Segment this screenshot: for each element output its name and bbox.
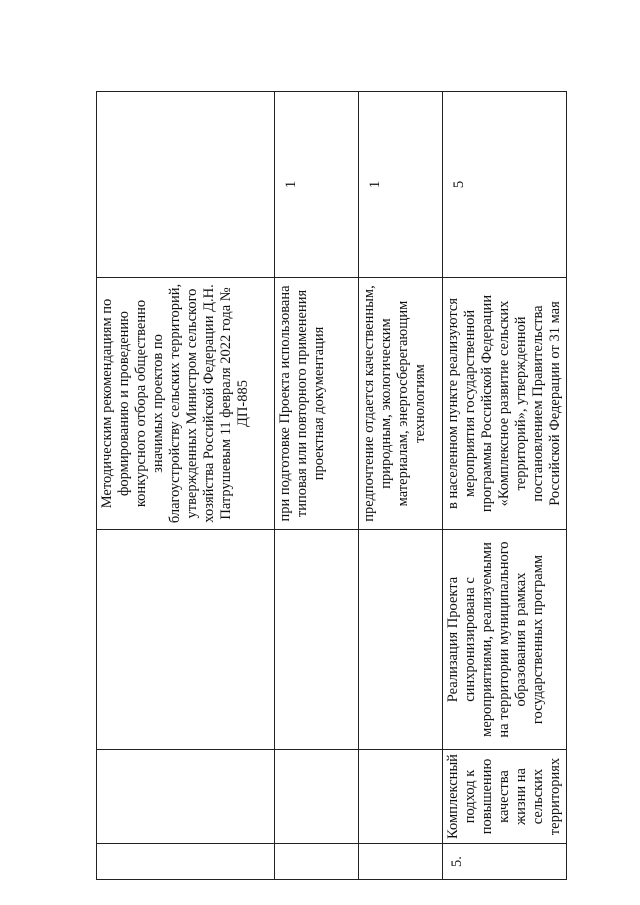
criterion-indicator: предпочтение отдается качественным, природным, экологическим материалам, энергосберегающим технологиям: [359, 278, 443, 530]
criterion-description: [97, 530, 275, 750]
table-row: [359, 92, 443, 880]
criterion-points: [97, 92, 275, 278]
criterion-name: [359, 750, 443, 844]
table-row: [97, 92, 275, 880]
row-number: 5.: [443, 844, 567, 880]
criterion-indicator: при подготовке Проекта использована типовая или повторного применения проектная документация: [275, 278, 359, 530]
criterion-indicator: в населенном пункте реализуются мероприятия государственной программы Российской Федерации «Комплексное развитие сельских территорий», утвержденной постановлением Правительства Российской Федерации от 31 мая: [443, 278, 567, 530]
criterion-points: 1: [359, 92, 443, 278]
criteria-table: [96, 91, 567, 880]
criterion-name: [97, 750, 275, 844]
criterion-points: 1: [275, 92, 359, 278]
criterion-description: [275, 530, 359, 750]
table-row: [443, 92, 567, 880]
criterion-description: [359, 530, 443, 750]
table-row: [275, 92, 359, 880]
row-number: [97, 844, 275, 880]
row-number: [275, 844, 359, 880]
criterion-name: [275, 750, 359, 844]
criterion-description: Реализация Проекта синхронизирована с мероприятиями, реализуемыми на территории муниципального образования в рамках государственных программ: [443, 530, 567, 750]
row-number: [359, 844, 443, 880]
rotated-table-container: [96, 92, 563, 880]
criterion-points: 5: [443, 92, 567, 278]
criterion-indicator: Методическим рекомендациям по формированию и проведению конкурсного отбора общественно значимых проектов по благоустройству сельских территорий, утвержденных Министром сельского хозяйства Российской Федерации Д.Н. Патрушевым 11 февраля 2022 года № ДП-885: [97, 278, 275, 530]
criterion-name: Комплексный подход к повышению качества жизни на сельских территориях: [443, 750, 567, 844]
scanned-page: [96, 92, 563, 880]
